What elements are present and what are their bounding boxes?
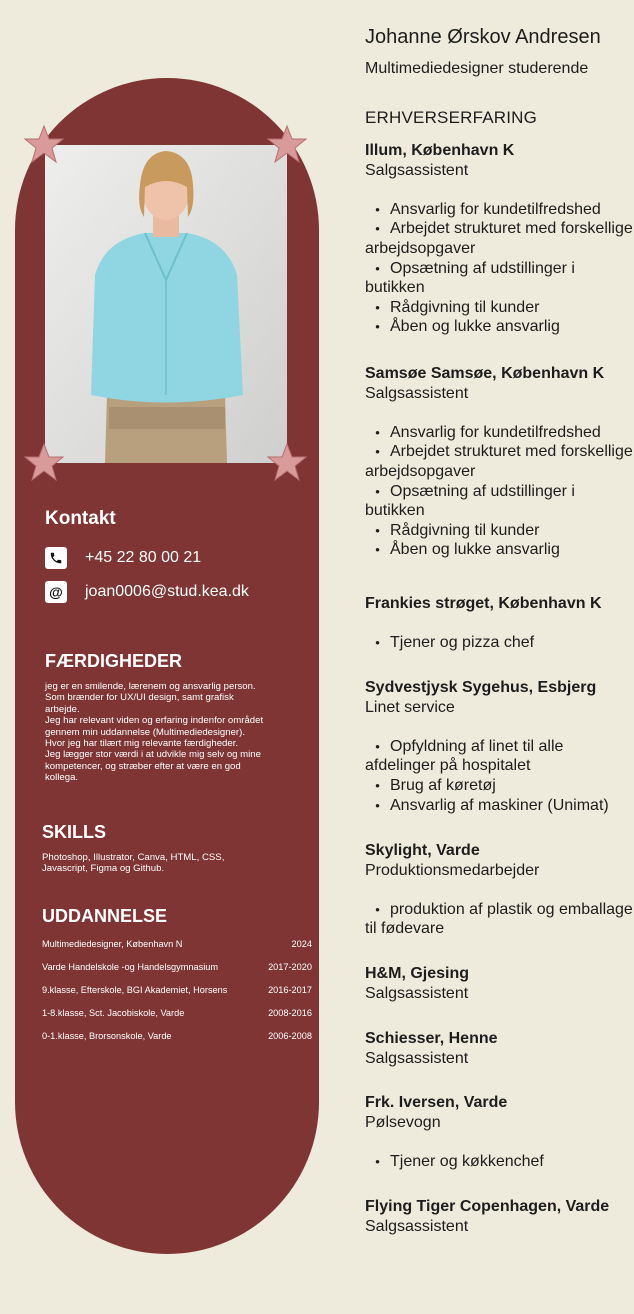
job-company: H&M, Gjesing — [365, 965, 470, 982]
job-company: Frankies strøget, København K — [365, 595, 602, 612]
job-company: Samsøe Samsøe, København K — [365, 365, 605, 382]
job-title: Linet service — [365, 698, 455, 716]
job-title: Salgsassistent — [365, 984, 469, 1002]
job-bullets — [365, 900, 634, 939]
job-bullets — [365, 633, 634, 653]
abilities-line: jeg er en smilende, lærenem og ansvarlig person. — [45, 681, 256, 692]
job-company: Sydvestjysk Sygehus, Esbjerg — [365, 679, 597, 696]
job-bullet: • Brug af køretøj — [365, 776, 634, 796]
job-company: Frk. Iversen, Varde — [365, 1094, 508, 1111]
job-entry — [365, 1093, 634, 1171]
experience-heading: ERHVERSERFARING — [365, 108, 538, 127]
education-name: Multimediedesigner, København N — [42, 939, 183, 949]
abilities-line: Hvor jeg har tilært mig relevante færdigheder. — [45, 738, 239, 750]
job-company: Flying Tiger Copenhagen, Varde — [365, 1198, 610, 1215]
education-name: 9.klasse, Efterskole, BGI Akademiet, Horsens — [42, 985, 228, 995]
profile-photo — [45, 145, 287, 463]
star-icon — [24, 124, 64, 164]
portrait-illustration — [45, 145, 287, 463]
job-bullet: • Arbejdet strukturet med forskellige arbejdsopgaver — [365, 219, 634, 258]
job-bullet: • Rådgivning til kunder — [365, 298, 634, 318]
abilities-line: Jeg har relevant viden og erfaring indenfor området — [45, 715, 264, 727]
star-icon — [267, 442, 307, 482]
job-bullet: • Tjener og køkkenchef — [365, 1152, 634, 1172]
contact-heading: Kontakt — [45, 508, 116, 529]
at-icon: @ — [45, 581, 67, 603]
contact-phone-row — [45, 547, 201, 569]
abilities-line: kollega. — [45, 772, 79, 784]
job-bullet: • Opsætning af udstillinger i butikken — [365, 259, 634, 298]
job-bullet: • Ansvarlig af maskiner (Unimat) — [365, 796, 634, 816]
job-bullets — [365, 737, 634, 815]
job-entry — [365, 594, 634, 653]
job-bullet: • Ansvarlig for kundetilfredshed — [365, 200, 634, 220]
abilities-line: gennem min uddannelse (Multimediedesigner). — [45, 726, 245, 738]
job-entry — [365, 1029, 634, 1068]
education-years: 2008-2016 — [268, 1008, 312, 1018]
education-row — [42, 985, 312, 999]
abilities-line: kompetencer, og stræber efter at være en god — [45, 760, 241, 772]
job-bullet: • Rådgivning til kunder — [365, 521, 634, 541]
job-entry — [365, 364, 634, 560]
job-title: Pølsevogn — [365, 1113, 441, 1131]
star-icon — [267, 124, 307, 164]
job-entry — [365, 678, 634, 815]
abilities-line: Jeg lægger stor værdi i at udvikle mig selv og mine — [45, 749, 261, 761]
job-bullet: • Arbejdet strukturet med forskellige arbejdsopgaver — [365, 442, 634, 481]
job-title: Salgsassistent — [365, 384, 469, 402]
job-title: Salgsassistent — [365, 161, 469, 179]
job-title: Salgsassistent — [365, 1049, 469, 1067]
job-bullet: • Ansvarlig for kundetilfredshed — [365, 423, 634, 443]
skills-heading: SKILLS — [42, 822, 107, 842]
person-role: Multimediedesigner studerende — [365, 60, 589, 77]
education-years: 2006-2008 — [268, 1031, 312, 1041]
job-bullet: • Åben og lukke ansvarlig — [365, 540, 634, 560]
education-years: 2024 — [291, 939, 312, 949]
job-entry — [365, 964, 634, 1003]
job-company: Illum, København K — [365, 142, 515, 159]
job-company: Schiesser, Henne — [365, 1030, 498, 1047]
education-row — [42, 962, 312, 976]
skills-line: Javascript, Figma og Github. — [42, 863, 165, 875]
education-name: Varde Handelskole -og Handelsgymnasium — [42, 962, 219, 972]
person-name: Johanne Ørskov Andresen — [365, 26, 601, 48]
job-bullet: • Opfyldning af linet til alle afdelinger på hospitalet — [365, 737, 634, 776]
abilities-heading: FÆRDIGHEDER — [45, 651, 183, 671]
education-name: 0-1.klasse, Brorsonskole, Varde — [42, 1031, 172, 1041]
job-entry — [365, 141, 634, 337]
education-heading: UDDANNELSE — [42, 906, 168, 926]
job-company: Skylight, Varde — [365, 842, 480, 859]
job-bullet: • Opsætning af udstillinger i butikken — [365, 482, 634, 521]
contact-email-row — [45, 581, 249, 603]
abilities-text — [45, 681, 305, 784]
job-entry — [365, 1197, 634, 1236]
abilities-line: Som brænder for UX/UI design, samt grafisk — [45, 692, 234, 704]
job-bullet: • Tjener og pizza chef — [365, 633, 634, 653]
job-bullets — [365, 200, 634, 337]
job-title: Salgsassistent — [365, 1217, 469, 1235]
email-address[interactable]: joan0006@stud.kea.dk — [85, 583, 249, 600]
education-years: 2017-2020 — [268, 962, 312, 972]
job-entry — [365, 841, 634, 939]
job-bullets — [365, 1152, 634, 1172]
job-bullet: • produktion af plastik og emballage til fødevare — [365, 900, 634, 939]
job-title: Produktionsmedarbejder — [365, 861, 540, 879]
abilities-line: arbejde. — [45, 703, 80, 715]
job-bullet: • Åben og lukke ansvarlig — [365, 317, 634, 337]
education-row — [42, 939, 312, 953]
phone-icon — [45, 547, 67, 569]
job-bullets — [365, 423, 634, 560]
education-row — [42, 1031, 312, 1045]
education-years: 2016-2017 — [268, 985, 312, 995]
skills-line: Photoshop, Illustrator, Canva, HTML, CSS, — [42, 852, 225, 863]
education-row — [42, 1008, 312, 1022]
skills-text — [42, 852, 302, 875]
phone-number[interactable]: +45 22 80 00 21 — [85, 549, 202, 566]
star-icon — [24, 442, 64, 482]
education-name: 1-8.klasse, Sct. Jacobiskole, Varde — [42, 1008, 185, 1018]
